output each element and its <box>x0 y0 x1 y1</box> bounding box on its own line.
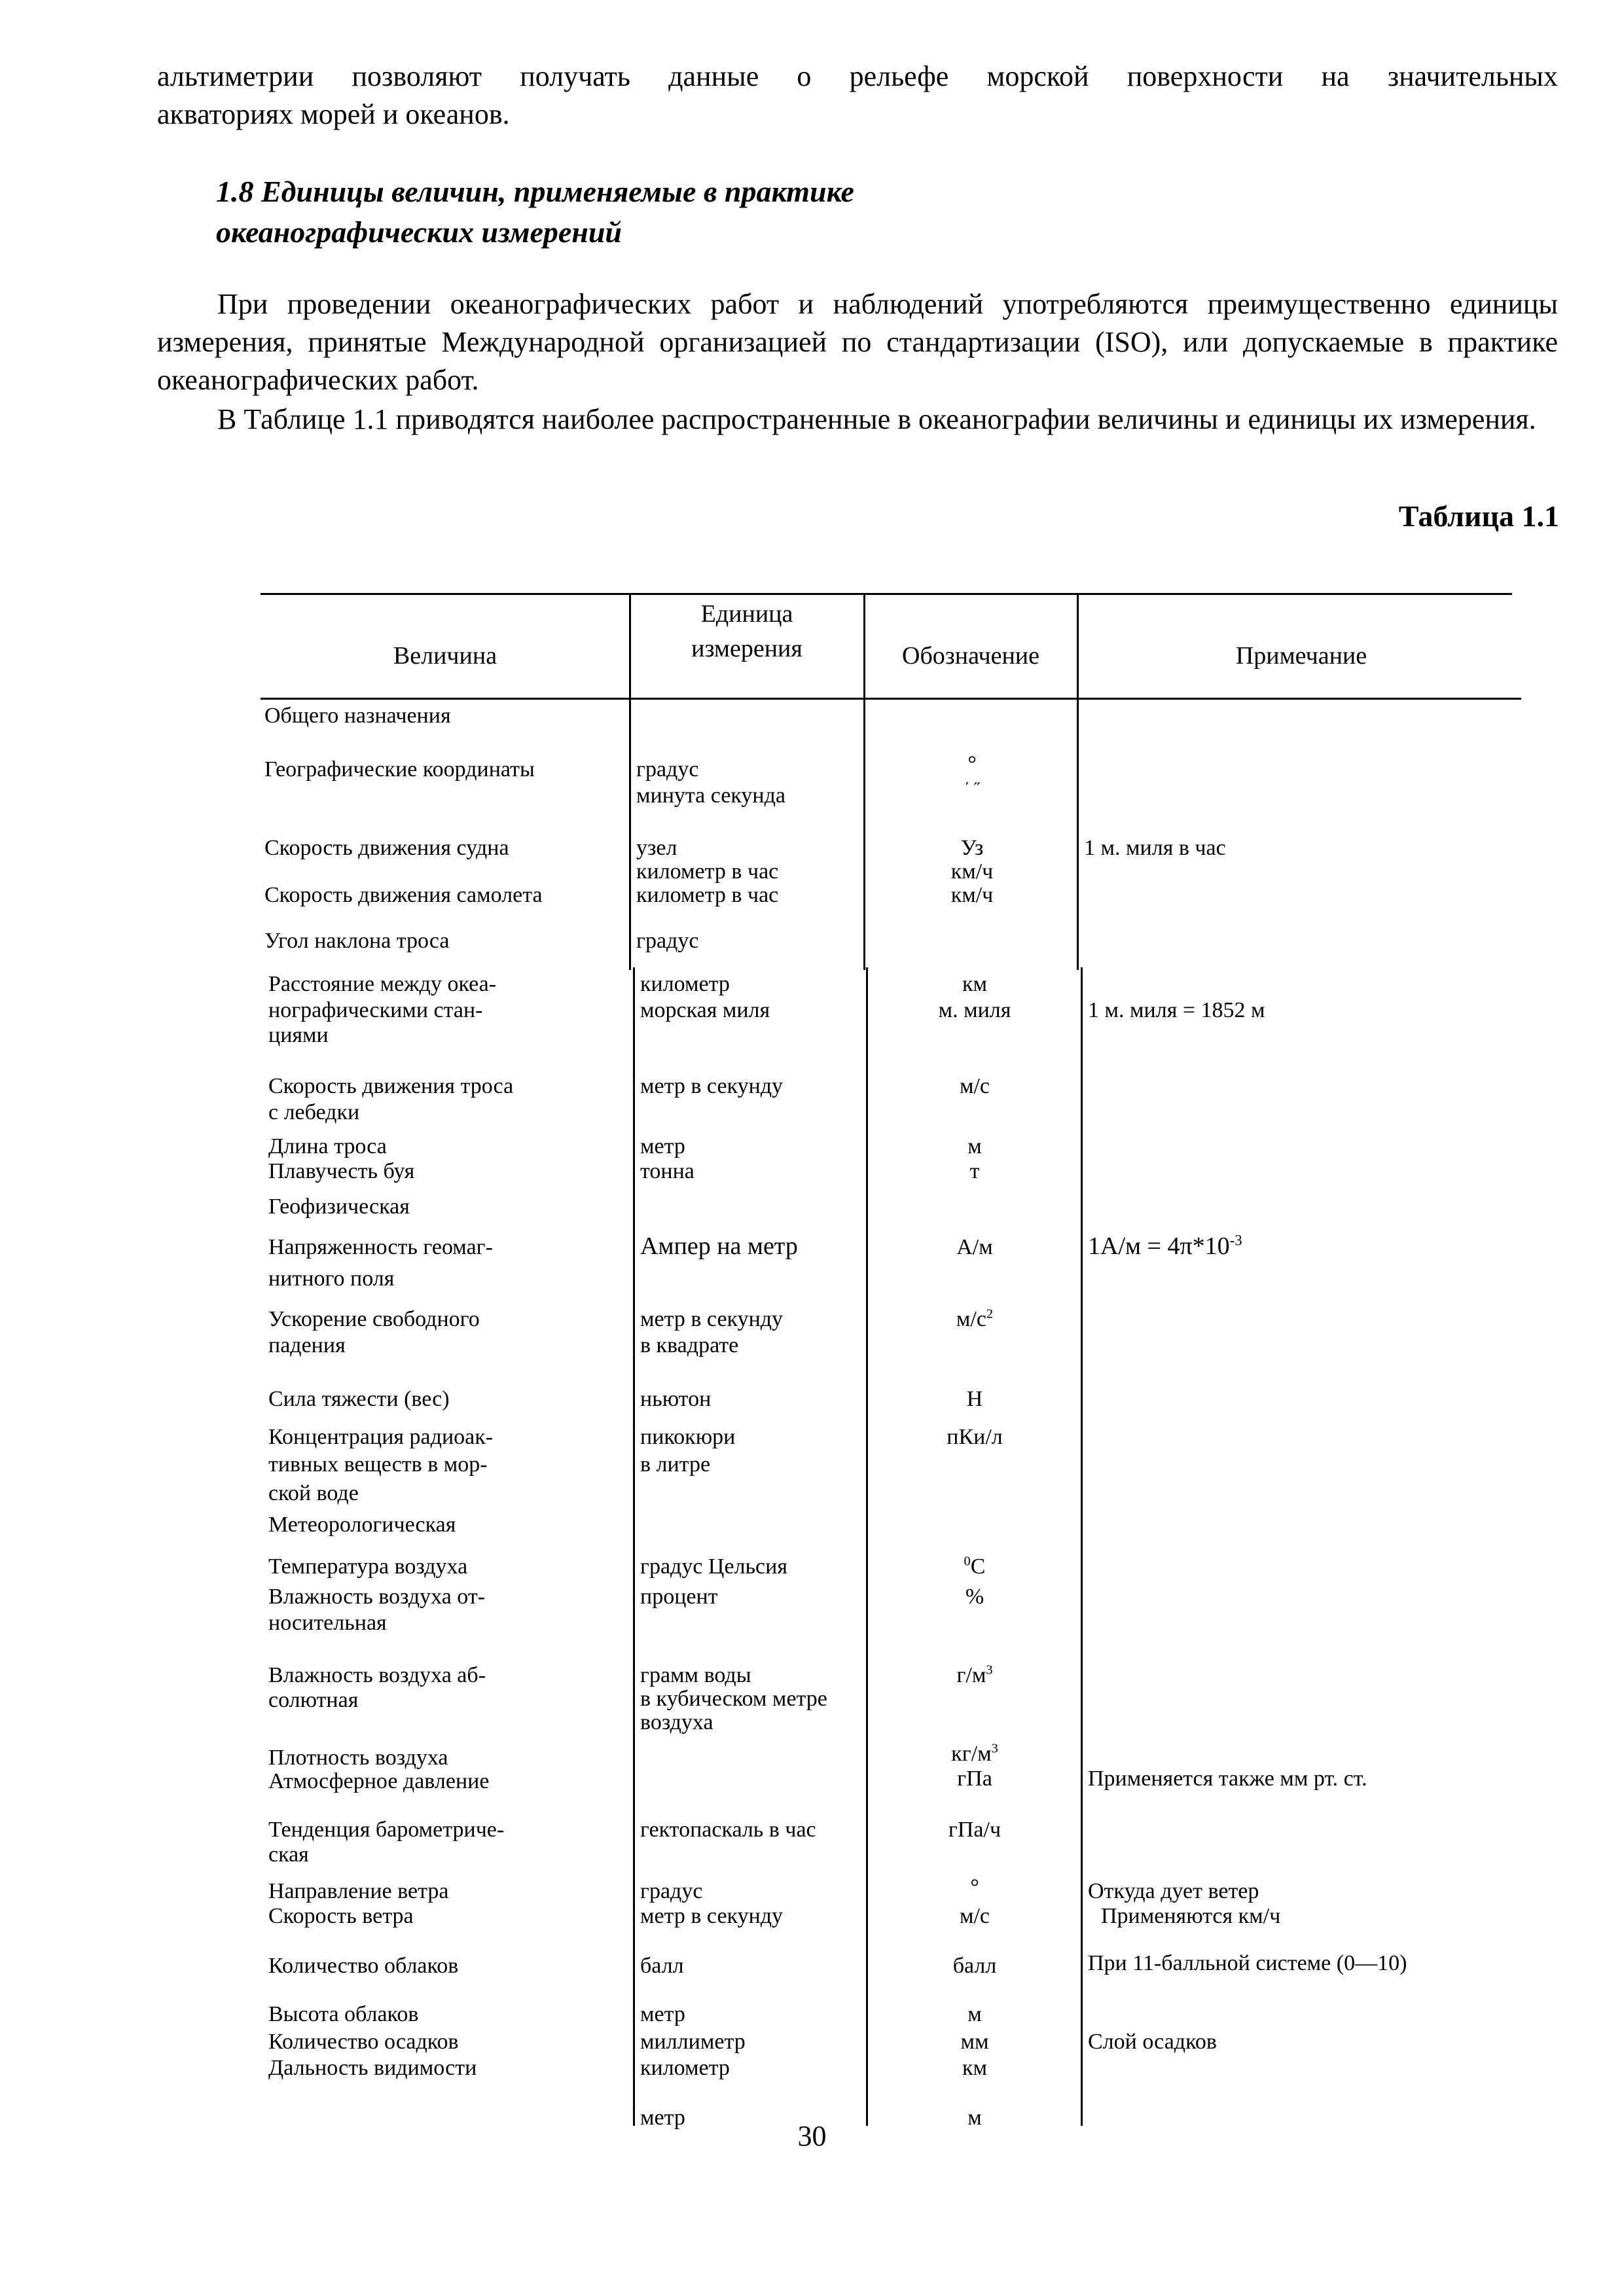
cell-quantity: Направление ветра <box>268 1879 449 1903</box>
cell-unit: в квадрате <box>640 1333 739 1357</box>
cell-unit: балл <box>640 1954 684 1978</box>
cell-quantity: падения <box>268 1333 346 1357</box>
cell-quantity: Длина троса <box>268 1134 387 1158</box>
cell-quantity: Высота облаков <box>268 2002 419 2026</box>
cell-unit: ньютон <box>640 1387 712 1411</box>
cell-quantity: Сила тяжести (вес) <box>268 1387 450 1411</box>
header-note: Примечание <box>1235 642 1367 670</box>
cell-quantity: Скорость движения судна <box>264 836 509 860</box>
cell-note: При 11-балльной системе (0—10) <box>1088 1951 1407 1975</box>
cell-symbol: Н <box>966 1387 983 1411</box>
cell-symbol-base: кг/м <box>951 1742 992 1766</box>
table-col-divider-2b <box>866 967 868 2126</box>
cell-quantity: ская <box>268 1842 309 1867</box>
cell-symbol: м <box>967 1134 982 1158</box>
cell-symbol: м/с <box>959 1074 990 1098</box>
cell-symbol: % <box>965 1585 984 1609</box>
cell-quantity: Ускорение свободного <box>268 1307 480 1331</box>
header-unit-line-1: Единица <box>700 600 793 628</box>
cell-symbol: км <box>962 2056 988 2080</box>
cell-note: 1 м. миля в час <box>1084 836 1226 860</box>
cell-quantity: Скорость движения самолета <box>264 883 543 907</box>
cell-unit: километр в час <box>636 859 779 884</box>
cell-symbol: пКи/л <box>947 1425 1003 1449</box>
page-number: 30 <box>797 2120 827 2152</box>
header-unit-line-2: измерения <box>691 635 803 663</box>
cell-note: Применяется также мм рт. ст. <box>1088 1767 1367 1791</box>
table-top-rule <box>261 593 1512 595</box>
cell-note: Слой осадков <box>1088 2030 1217 2054</box>
cell-quantity: Количество облаков <box>268 1954 459 1978</box>
cell-unit: метр в секунду <box>640 1074 784 1098</box>
cell-symbol: км/ч <box>950 883 994 907</box>
cell-quantity: Температура воздуха <box>268 1554 468 1579</box>
paragraph-1: При проведении океанографических работ и наблюдений употребляются преимущественно единицы измерения, принятые Международной организацией по стандартизации (ISO), или допускаемые в практике океанографических работ. <box>157 288 1558 397</box>
cell-quantity: Скорость ветра <box>268 1904 414 1928</box>
cell-symbol <box>871 1741 1079 1767</box>
cell-group-meteorological: Метеорологическая <box>268 1513 456 1537</box>
cell-symbol: мм <box>960 2030 989 2054</box>
cell-symbol <box>871 1662 1079 1689</box>
cell-quantity: Атмосферное давление <box>268 1769 490 1793</box>
cell-symbol: гПа/ч <box>948 1818 1001 1842</box>
cell-unit: градус <box>636 929 699 953</box>
cell-unit: метр <box>640 2106 685 2130</box>
cell-symbol: км/ч <box>950 859 994 884</box>
cell-quantity: Количество осадков <box>268 2030 459 2054</box>
cell-unit: километр в час <box>636 883 779 907</box>
cell-quantity: ской воде <box>268 1481 359 1505</box>
intro-line-1: альтиметрии позволяют получать данные о рельефе морской поверхности на значительных <box>157 60 1558 92</box>
cell-note: 1 м. миля = 1852 м <box>1088 998 1265 1022</box>
cell-group-general: Общего назначения <box>264 704 451 728</box>
cell-unit: процент <box>640 1585 718 1609</box>
cell-unit: гектопаскаль в час <box>640 1818 816 1842</box>
section-heading-line-2: океанографических измерений <box>216 215 622 249</box>
header-unit <box>631 597 863 666</box>
cell-unit: метр в секунду <box>640 1904 784 1928</box>
cell-unit: метр <box>640 2002 685 2026</box>
cell-group-geophysical: Геофизическая <box>268 1194 410 1219</box>
cell-unit: километр <box>640 2056 730 2080</box>
cell-quantity: Концентрация радиоак- <box>268 1425 494 1449</box>
cell-symbol <box>871 1306 1079 1333</box>
intro-line-2: акваториях морей и океанов. <box>157 98 510 130</box>
cell-symbol-base: г/м <box>956 1663 986 1687</box>
cell-unit: воздуха <box>640 1710 713 1734</box>
cell-unit: пикокюри <box>640 1425 736 1449</box>
cell-symbol-degree: 0 <box>964 1554 971 1569</box>
section-heading-line-1: 1.8 Единицы величин, применяемые в практике <box>216 175 854 208</box>
cell-symbol: м <box>967 2106 982 2130</box>
header-quantity: Величина <box>393 642 497 670</box>
cell-quantity: Географические координаты <box>264 757 535 781</box>
cell-unit: километр <box>640 972 730 996</box>
cell-note-exponent: -3 <box>1229 1232 1242 1249</box>
cell-symbol: м <box>967 2002 982 2026</box>
cell-symbol-base: С <box>970 1554 986 1579</box>
cell-unit: минута секунда <box>636 783 785 808</box>
cell-unit: метр в секунду <box>640 1307 784 1331</box>
paragraph-2: В Таблице 1.1 приводятся наиболее распространенные в океанографии величины и единицы их измерения. <box>217 403 1536 435</box>
cell-symbol: гПа <box>957 1767 992 1791</box>
cell-quantity: циями <box>268 1023 329 1047</box>
cell-quantity: нитного поля <box>268 1266 395 1291</box>
cell-unit: метр <box>640 1134 685 1158</box>
cell-symbol: м. миля <box>938 998 1011 1022</box>
cell-symbol: ΄ ˝ <box>964 780 980 798</box>
cell-quantity: Угол наклона троса <box>264 929 450 953</box>
cell-quantity: Скорость движения троса <box>268 1074 514 1098</box>
header-symbol: Обозначение <box>902 642 1039 670</box>
cell-quantity: нографическими стан- <box>268 998 483 1022</box>
cell-note-formula: 1А/м = 4π*10 <box>1088 1232 1230 1260</box>
cell-quantity: с лебедки <box>268 1100 360 1124</box>
cell-symbol: Уз <box>960 836 984 860</box>
cell-quantity: Влажность воздуха от- <box>268 1585 486 1609</box>
cell-unit: градус <box>640 1879 703 1903</box>
table-title: Таблица 1.1 <box>1398 499 1559 533</box>
table-col-divider-1b <box>633 967 635 2126</box>
cell-symbol <box>871 1554 1079 1580</box>
cell-unit: в кубическом метре <box>640 1687 827 1711</box>
cell-quantity: Влажность воздуха аб- <box>268 1663 486 1687</box>
cell-symbol: м/с <box>959 1904 990 1928</box>
cell-symbol: км <box>962 972 988 996</box>
cell-note: Откуда дует ветер <box>1088 1879 1259 1903</box>
cell-symbol: ° <box>967 752 977 776</box>
cell-symbol-base: м/с <box>956 1307 986 1331</box>
cell-unit: градус <box>636 757 699 781</box>
cell-symbol: ° <box>970 1875 979 1899</box>
cell-quantity: Напряженность геомаг- <box>268 1235 493 1259</box>
cell-quantity: Плотность воздуха <box>268 1746 448 1770</box>
cell-quantity: носительная <box>268 1611 387 1635</box>
cell-note: Применяются км/ч <box>1101 1904 1281 1928</box>
cell-quantity: Плавучесть буя <box>268 1159 415 1183</box>
section-heading <box>216 171 854 253</box>
cell-quantity: Расстояние между океа- <box>268 972 497 996</box>
cell-unit: миллиметр <box>640 2030 746 2054</box>
cell-unit: тонна <box>640 1159 695 1183</box>
cell-symbol: т <box>969 1159 980 1183</box>
cell-unit: Ампер на метр <box>640 1232 798 1260</box>
table-header-rule <box>261 698 1521 700</box>
cell-unit: морская миля <box>640 998 770 1022</box>
cell-unit: в литре <box>640 1452 711 1477</box>
cell-symbol: А/м <box>956 1235 993 1259</box>
table-col-divider-3b <box>1081 967 1083 2126</box>
cell-unit: градус Цельсия <box>640 1554 787 1579</box>
cell-unit: узел <box>636 836 677 860</box>
cell-symbol: балл <box>952 1954 997 1978</box>
cell-quantity: Тенденция барометриче- <box>268 1818 505 1842</box>
cell-note <box>1088 1233 1242 1259</box>
cell-symbol-exponent: 3 <box>986 1662 993 1677</box>
cell-quantity: тивных веществ в мор- <box>268 1452 488 1477</box>
cell-symbol-exponent: 2 <box>986 1306 994 1321</box>
cell-symbol-exponent: 3 <box>991 1741 998 1756</box>
cell-quantity: Дальность видимости <box>268 2056 477 2080</box>
cell-quantity: солютная <box>268 1688 359 1712</box>
cell-unit: грамм воды <box>640 1663 751 1687</box>
